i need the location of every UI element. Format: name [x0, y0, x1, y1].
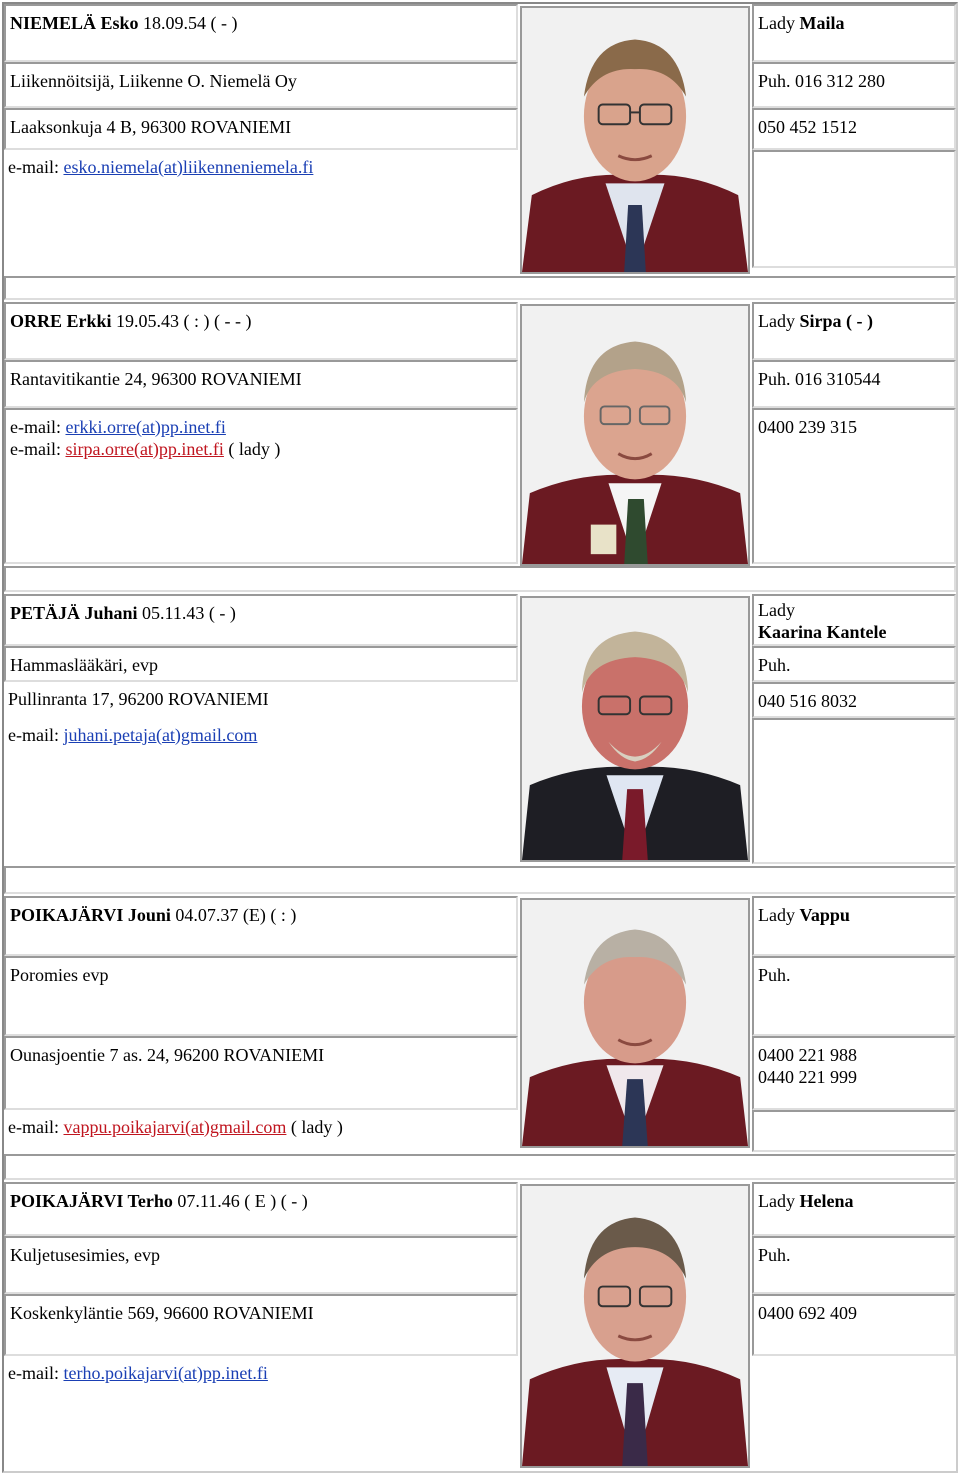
member-2-name-cell: ORRE Erkki 19.05.43 ( : ) ( - - ): [4, 302, 518, 360]
member-3-email-cell: e-mail: juhani.petaja(at)gmail.com: [8, 725, 258, 745]
member-1-phone: Puh. 016 312 280: [752, 62, 956, 108]
member-5-email-cell: e-mail: terho.poikajarvi(at)pp.inet.fi: [8, 1363, 268, 1383]
member-5-phone2: 0400 692 409: [752, 1294, 956, 1356]
separator: [4, 1154, 956, 1180]
member-5-surname: POIKAJÄRVI Terho: [10, 1191, 173, 1211]
member-1-lady: Lady Maila: [752, 4, 956, 62]
member-2-address: Rantavitikantie 24, 96300 ROVANIEMI: [4, 360, 518, 408]
member-1-surname: NIEMELÄ Esko: [10, 13, 139, 33]
member-2-email-link[interactable]: erkki.orre(at)pp.inet.fi: [65, 417, 226, 437]
member-3-phone2: 040 516 8032: [752, 682, 956, 718]
member-1-name-cell: [4, 4, 518, 62]
member-2-email-cell: e-mail: erkki.orre(at)pp.inet.fi e-mail: sirpa.orre(at)pp.inet.fi ( lady ): [4, 408, 518, 564]
member-1-phone2: 050 452 1512: [752, 108, 956, 150]
member-4-portrait: [520, 898, 750, 1148]
member-2-lady-email-link[interactable]: sirpa.orre(at)pp.inet.fi: [65, 439, 224, 459]
separator: [4, 866, 956, 894]
member-5-lady: Lady Helena: [752, 1182, 956, 1236]
member-4-address: Ounasjoentie 7 as. 24, 96200 ROVANIEMI: [4, 1036, 518, 1110]
member-3-email-link[interactable]: juhani.petaja(at)gmail.com: [63, 725, 258, 745]
member-1-email-link[interactable]: esko.niemela(at)liikenneniemela.fi: [63, 157, 314, 177]
member-3-surname: PETÄJÄ Juhani: [10, 603, 138, 623]
member-1-portrait: [520, 6, 750, 274]
member-1-address: Laaksonkuja 4 B, 96300 ROVANIEMI: [4, 108, 518, 150]
member-3-empty: [752, 718, 956, 864]
member-3-lady: Lady Kaarina Kantele: [752, 594, 956, 646]
separator: [4, 566, 956, 592]
member-1-info: 18.09.54 ( - ): [138, 13, 238, 33]
member-5-portrait: [520, 1184, 750, 1468]
member-5-email-link[interactable]: terho.poikajarvi(at)pp.inet.fi: [63, 1363, 268, 1383]
member-3-occupation: Hammaslääkäri, evp: [4, 646, 518, 682]
member-2-lady: Lady Sirpa ( - ): [752, 302, 956, 360]
member-4-email-link[interactable]: vappu.poikajarvi(at)gmail.com: [63, 1117, 287, 1137]
separator: [4, 276, 956, 300]
member-5-phone: Puh.: [752, 1236, 956, 1294]
member-2-surname: ORRE Erkki: [10, 311, 112, 331]
member-4-occupation: Poromies evp: [4, 956, 518, 1036]
member-4-lady: Lady Vappu: [752, 896, 956, 956]
member-4-phone2: 0400 221 988 0440 221 999: [752, 1036, 956, 1110]
member-5-occupation: Kuljetusesimies, evp: [4, 1236, 518, 1294]
member-1-occupation: Liikennöitsijä, Liikenne O. Niemelä Oy: [4, 62, 518, 108]
member-3-phone: Puh.: [752, 646, 956, 682]
member-5-empty: [752, 1356, 956, 1466]
member-4-phone: Puh.: [752, 956, 956, 1036]
member-3-portrait: [520, 596, 750, 862]
member-4-empty: [752, 1110, 956, 1152]
member-4-surname: POIKAJÄRVI Jouni: [10, 905, 171, 925]
member-1-email-cell: e-mail: esko.niemela(at)liikenneniemela.fi: [8, 157, 314, 177]
member-4-name-cell: POIKAJÄRVI Jouni 04.07.37 (E) ( : ): [4, 896, 518, 956]
member-5-address: Koskenkyläntie 569, 96600 ROVANIEMI: [4, 1294, 518, 1356]
member-3-address: Pullinranta 17, 96200 ROVANIEMI: [8, 689, 269, 709]
member-1-empty: [752, 150, 956, 268]
member-2-phone2: 0400 239 315: [752, 408, 956, 564]
member-3-name-cell: PETÄJÄ Juhani 05.11.43 ( - ): [4, 594, 518, 646]
member-2-phone: Puh. 016 310544: [752, 360, 956, 408]
member-2-portrait: [520, 304, 750, 566]
member-4-email-cell: e-mail: vappu.poikajarvi(at)gmail.com ( lady ): [8, 1117, 343, 1137]
member-5-name-cell: POIKAJÄRVI Terho 07.11.46 ( E ) ( - ): [4, 1182, 518, 1236]
